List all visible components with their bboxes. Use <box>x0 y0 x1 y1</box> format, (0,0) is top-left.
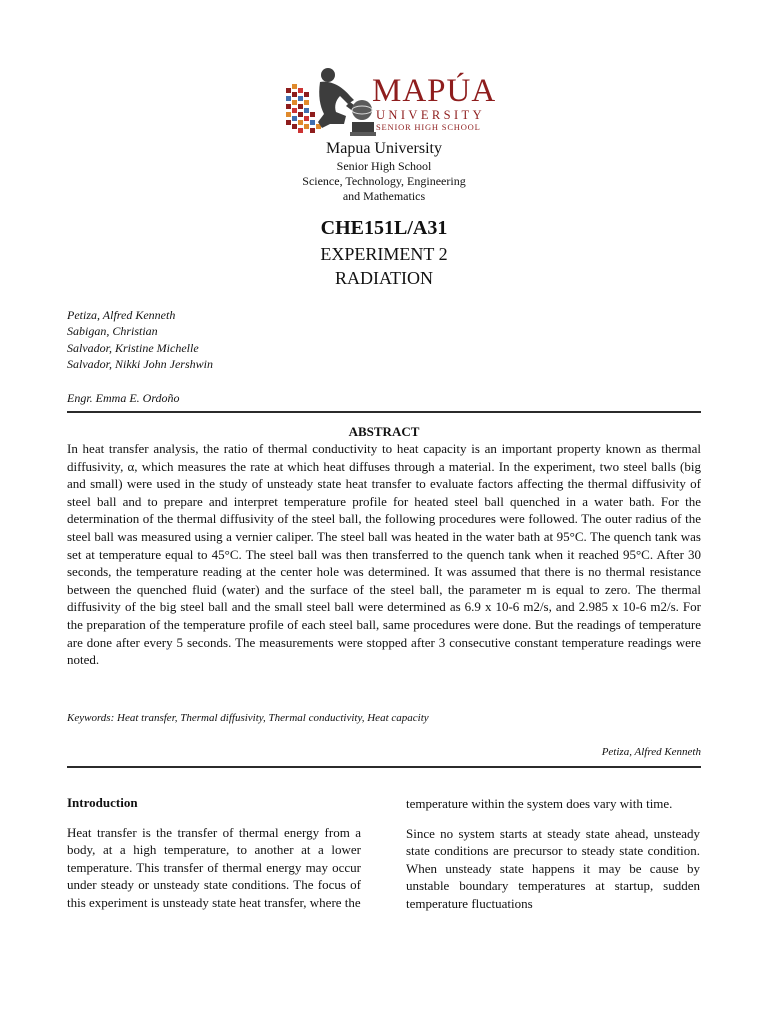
abstract-body: In heat transfer analysis, the ratio of thermal conductivity to heat capacity is an important property known as thermal diffusivity, α, which measures the rate at which heat diffuses through a material. In the experiment, two steel balls (big and small) were used in the study of unsteady state heat transfer to evaluate factors affecting the thermal diffusivity of steel ball and to prepare and interpret temperature profile for heated steel ball quenched in a water bath. For the determination of the thermal diffusivity of the steel ball, the following procedures were followed. The outer radius of the steel ball was measured using a vernier caliper. The steel ball was heated in the water bath at 95°C. The quench tank was set at temperature equal to 45°C. The steel ball was then transferred to the quench tank when it reached 95°C. After 30 seconds, the temperature reading at the center hole was determined. It was assumed that there is no thermal resistance between the quenched fluid (water) and the surface of the steel ball, the parameter m is equal to zero. The thermal diffusivity of the big steel ball and the small steel ball were determined as 6.9 x 10-6 m2/s, and 2.985 x 10-6 m2/s. For the preparation of the temperature profile of each steel ball, same procedures were done. But the readings of temperature are done after every 5 seconds. The measurements were stopped after 3 consecutive constant temperature readings were noted. <box>67 441 701 668</box>
author-name: Sabigan, Christian <box>67 324 158 339</box>
course-code: CHE151L/A31 <box>320 217 448 239</box>
author-list <box>67 307 213 373</box>
figure-silhouette <box>318 68 358 128</box>
keywords-line: Keywords: Heat transfer, Thermal diffusivity, Thermal conductivity, Heat capacity <box>67 712 429 724</box>
top-divider <box>67 411 701 413</box>
university-name: Mapua University <box>326 140 442 157</box>
strand-line-2: and Mathematics <box>342 189 426 203</box>
signature-name: Petiza, Alfred Kenneth <box>601 746 701 758</box>
author-name: Petiza, Alfred Kenneth <box>67 308 176 322</box>
author-name: Salvador, Nikki John Jershwin <box>67 357 213 372</box>
abstract-title: ABSTRACT <box>348 424 420 439</box>
university-logo <box>284 66 497 142</box>
author-name: Salvador, Kristine Michelle <box>67 340 199 355</box>
mapua-emblem-icon <box>284 66 380 142</box>
strand-line-1: Science, Technology, Engineering <box>302 174 466 188</box>
brand-school: SENIOR HIGH SCHOOL <box>376 122 481 132</box>
bottom-divider <box>67 766 701 768</box>
intro-paragraph: Since no system starts at steady state ahead, unsteady state conditions are precursor to steady state condition. When unsteady state happens it may be cause by unstable boundary temperatures at startup, sudden temperature fluctuations <box>406 825 700 911</box>
intro-paragraph-continued: temperature within the system does vary with time. <box>406 796 673 811</box>
school-info <box>0 159 768 204</box>
experiment-number: EXPERIMENT 2 <box>320 244 448 264</box>
intro-paragraph: Heat transfer is the transfer of thermal energy from a body, at a high temperature, to another at a lower temperature. This transfer of thermal energy may occur under steady or unsteady state conditions. The focus of this experiment is unsteady state heat transfer, where the <box>67 824 361 910</box>
right-column <box>406 795 700 925</box>
introduction-heading: Introduction <box>67 795 138 810</box>
pixel-mosaic <box>286 84 321 133</box>
left-column <box>67 794 361 924</box>
instructor-name: Engr. Emma E. Ordoño <box>67 391 180 405</box>
brand-name: MAPÚA <box>372 73 497 109</box>
experiment-topic: RADIATION <box>335 268 433 288</box>
school-name: Senior High School <box>336 159 432 173</box>
brand-university: UNIVERSITY <box>376 108 485 122</box>
